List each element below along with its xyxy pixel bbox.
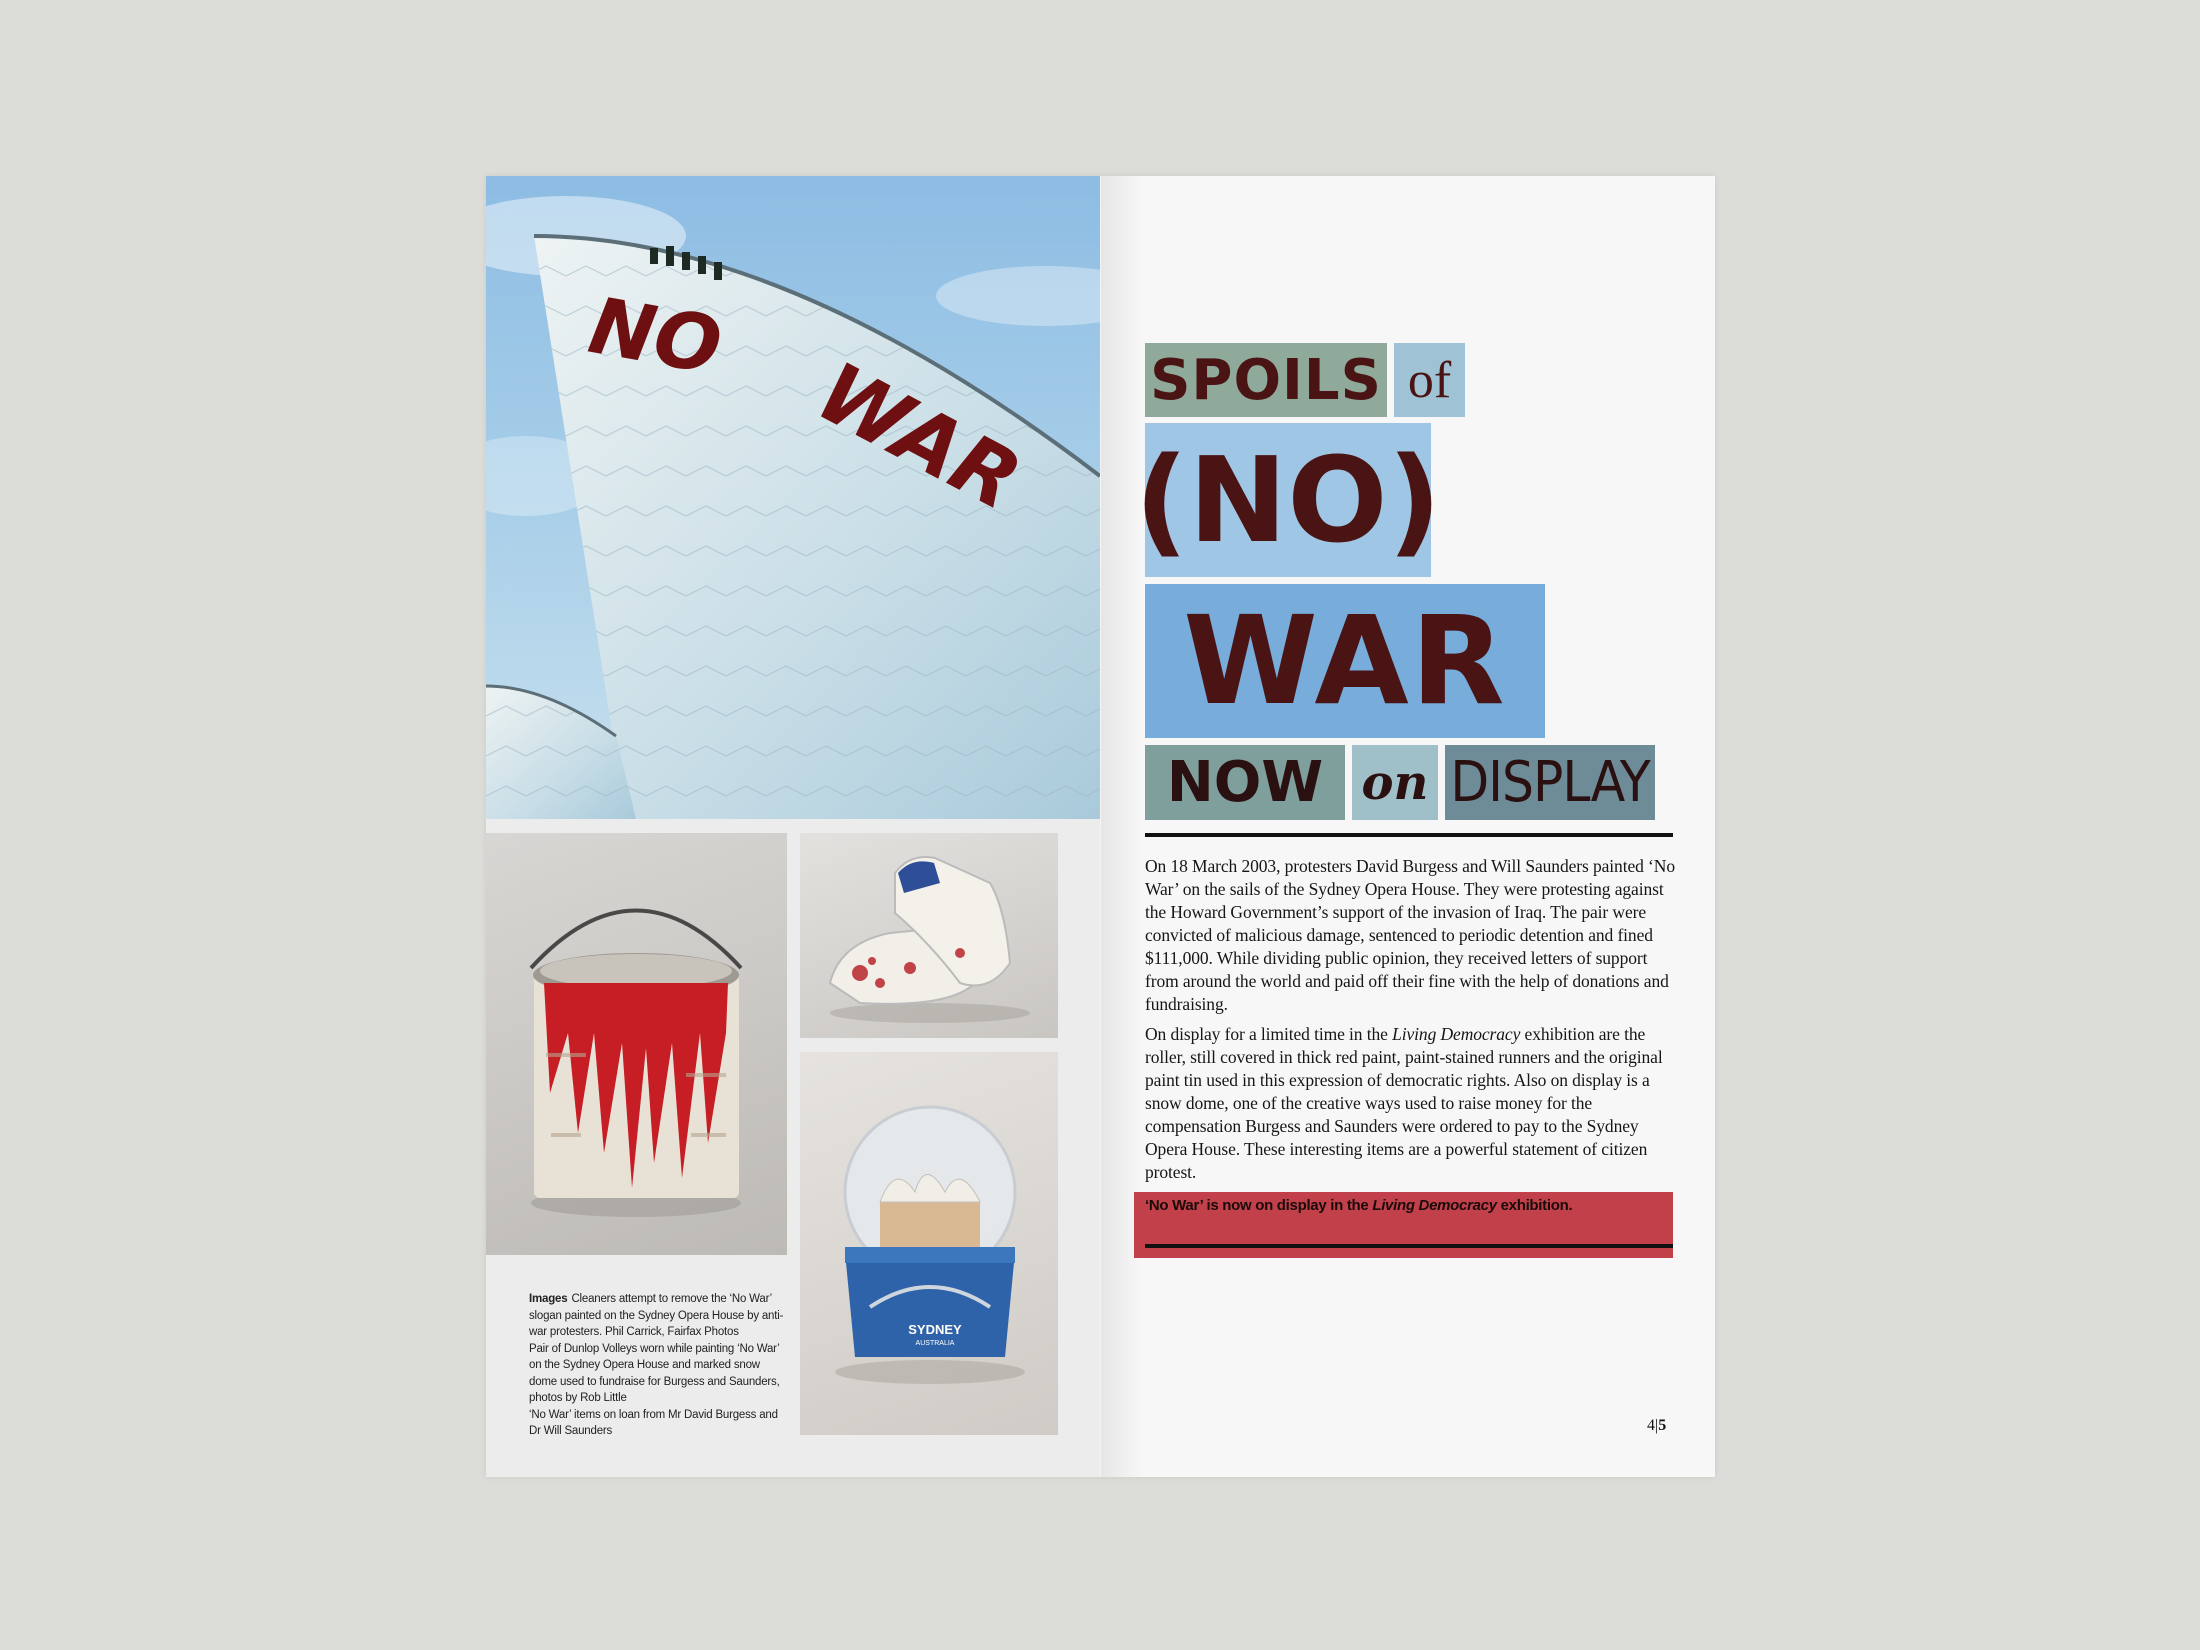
caption-line-2: Pair of Dunlop Volleys worn while painting ‘No War’ on the Sydney Opera House and marked snow dome used to fundraise for Burgess and Saunders, photos by Rob Little [529, 1342, 780, 1404]
headline-spoils: SPOILS [1145, 343, 1387, 417]
paragraph-1: On 18 March 2003, protesters David Burgess and Will Saunders painted ‘No War’ on the sails of the Sydney Opera House. They were protesting against the Howard Government’s support of the invasion of Iraq. The pair were convicted of malicious damage, sentenced to periodic detention and fined $111,000. While dividing public opinion, they received letters of support from around the world and paid off their fine with the help of donations and fundraising. [1145, 856, 1675, 1014]
divider-rule [1145, 833, 1673, 837]
page-number-right: 5 [1658, 1417, 1667, 1434]
right-page [1101, 176, 1715, 1477]
image-caption [529, 1291, 789, 1440]
magazine-spread [486, 176, 1715, 1477]
caption-line-3: ‘No War’ items on loan from Mr David Burgess and Dr Will Saunders [529, 1408, 778, 1437]
headline-now: NOW [1145, 745, 1345, 820]
shoes-photo [800, 833, 1058, 1038]
snow-dome-photo [800, 1052, 1058, 1435]
callout-rule [1145, 1244, 1673, 1248]
no-war-slogan-war: WAR [801, 344, 1036, 530]
snow-dome-label-australia: AUSTRALIA [915, 1340, 955, 1347]
exhibition-name: Living Democracy [1392, 1024, 1521, 1044]
no-war-slogan-no: NO [582, 281, 728, 393]
headline-display: DISPLAY [1445, 745, 1655, 820]
headline-no: (NO) [1145, 423, 1431, 577]
callout-text [1145, 1197, 1572, 1214]
caption-title: Images [529, 1293, 568, 1305]
headline-war: WAR [1145, 584, 1545, 738]
callout-start: ‘No War’ is now on display in the [1145, 1197, 1373, 1214]
paragraph-2-start: On display for a limited time in the [1145, 1024, 1393, 1044]
opera-house-photo [486, 176, 1100, 819]
callout-exhibition: Living Democracy [1372, 1197, 1497, 1214]
paragraph-2-rest: exhibition are the roller, still covered in thick red paint, paint-stained runners and the original paint tin used in this expression of democratic rights. Also on display is a snow dome, one of the creative ways used to raise money for the compensation Burgess and Saunders were ordered to pay to the Sydney Opera House. These interesting items are a powerful statement of citizen protest. [1145, 1024, 1663, 1182]
caption-line-1: Cleaners attempt to remove the ‘No War’ slogan painted on the Sydney Opera House by anti-war protesters. Phil Carrick, Fairfax Photos [529, 1293, 784, 1338]
headline-of: of [1394, 343, 1465, 417]
article-body [1145, 855, 1675, 1191]
callout-box [1134, 1192, 1673, 1258]
left-page [486, 176, 1100, 1477]
paragraph-2 [1145, 1023, 1675, 1184]
callout-end: exhibition. [1496, 1197, 1573, 1214]
page-number-separator: | [1655, 1417, 1659, 1434]
paint-tin-photo [486, 833, 787, 1255]
page-number [1647, 1417, 1666, 1435]
snow-dome-label-sydney: SYDNEY [908, 1322, 962, 1337]
headline-on: on [1352, 745, 1438, 820]
page-number-left: 4 [1647, 1417, 1655, 1434]
